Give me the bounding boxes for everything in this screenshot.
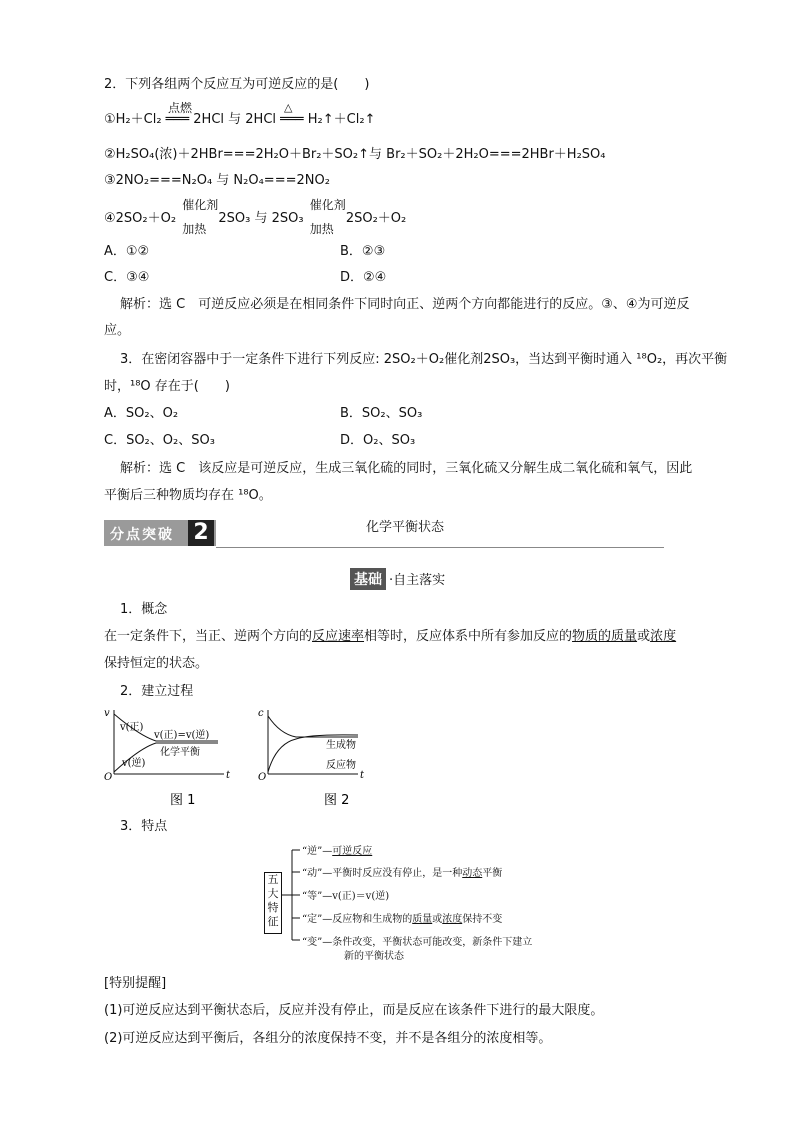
q2-choice-b: B．②③ [340, 244, 386, 259]
q2-choice-c: C．③④ [104, 270, 150, 285]
feature-value-underlined: 动态 [462, 868, 483, 879]
fig1-reverse-rate: v(逆) [122, 758, 146, 769]
fig2-x-label: t [360, 770, 365, 781]
feature-key: “定”— [302, 914, 333, 925]
tips-heading: [特别提醒] [104, 976, 167, 991]
features-box-char: 大 [267, 887, 279, 900]
feature-value: v(正)＝v(逆) [332, 891, 390, 902]
q2-option-4-left: ④2SO₂＋O₂ [104, 211, 177, 226]
q3-choice-c: C．SO₂、O₂、SO₃ [104, 433, 215, 448]
tip-1: (1)可逆反应达到平衡状态后，反应并没有停止，而是反应在该条件下进行的最大限度。 [104, 1003, 604, 1018]
q2-option-1-text: ①H₂＋Cl₂ ═══ 2HCl 与 2HCl ═══ H₂↑＋Cl₂↑ [104, 112, 376, 127]
q3-choice-b: B．SO₂、SO₃ [340, 406, 423, 421]
concept-text-c: 或 [637, 629, 651, 644]
tip-2: (2)可逆反应达到平衡后，各组分的浓度保持不变，并不是各组分的浓度相等。 [104, 1031, 552, 1046]
q2-option-1 [104, 101, 376, 129]
feature-value: 保持不变 [462, 914, 503, 925]
q2-option-4-right: 2SO₂＋O₂ [345, 211, 407, 226]
fig1-equal-rate: v(正)=v(逆) [154, 730, 210, 741]
section-title: 化学平衡状态 [366, 520, 445, 535]
q2-analysis-line-2: 应。 [104, 323, 131, 338]
q2-option-3: ③2NO₂===N₂O₄ 与 N₂O₄===2NO₂ [104, 173, 330, 188]
feature-item-continued: 新的平衡状态 [344, 951, 404, 962]
fig2-origin: O [258, 772, 267, 783]
q2-option-4 [104, 198, 407, 236]
features-box-char: 特 [267, 901, 279, 914]
section-banner [104, 520, 216, 546]
features-box-char: 五 [267, 873, 279, 886]
fig1-caption: 图 1 [170, 793, 196, 808]
q2-choice-a: A．①② [104, 244, 150, 259]
concept-text-b: 相等时，反应体系中所有参加反应的 [364, 629, 573, 644]
feature-value: 条件改变，平衡状态可能改变，新条件下建立 [332, 937, 533, 948]
process-heading: 2．建立过程 [120, 684, 194, 699]
concept-term-mass: 物质的质量 [572, 629, 638, 644]
feature-item [302, 864, 502, 879]
concept-term-concentration: 浓度 [650, 629, 677, 644]
catalyst-label: 催化剂 [182, 198, 219, 212]
features-diagram [264, 840, 584, 970]
fig2-caption: 图 2 [324, 793, 350, 808]
figure-1 [104, 708, 231, 808]
feature-item [302, 887, 389, 902]
q3-choice-d: D．O₂、SO₃ [340, 433, 416, 448]
q3-analysis-line-1: 解析：选 C 该反应是可逆反应，生成三氧化硫的同时，三氧化硫又分解生成二氧化硫和氧气，因此 [120, 461, 693, 476]
process-figures [100, 704, 400, 814]
fig1-y-label: v [104, 708, 110, 719]
ignite-condition: 点燃 [168, 101, 193, 115]
feature-item [302, 842, 372, 857]
fig1-forward-rate: v(正) [120, 722, 144, 733]
section-banner-text: 分点突破 [110, 527, 174, 543]
concept-body-line-1 [104, 628, 676, 646]
feature-key: “逆”— [302, 846, 333, 857]
feature-value: 或 [432, 914, 443, 925]
feature-value-underlined: 质量 [412, 914, 433, 925]
features-box [264, 872, 282, 934]
section-banner-number: 2 [188, 520, 214, 546]
q2-stem: 2．下列各组两个反应互为可逆反应的是( ) [104, 77, 370, 92]
section-divider [216, 547, 664, 548]
features-box-char: 征 [267, 915, 279, 928]
feature-value-underlined: 浓度 [442, 914, 463, 925]
subheader [350, 568, 445, 590]
fig1-x-label: t [226, 770, 231, 781]
features-heading: 3．特点 [120, 819, 168, 834]
q2-option-2: ②H₂SO₄(浓)＋2HBr===2H₂O＋Br₂＋SO₂↑与 Br₂＋SO₂＋2H₂O===2HBr＋H₂SO₄ [104, 147, 606, 162]
feature-value: 平衡 [482, 868, 503, 879]
catalyst-label: 催化剂 [309, 198, 346, 212]
q2-choice-d: D．②④ [340, 270, 387, 285]
fig2-reactant: 反应物 [326, 760, 356, 771]
heat-label: 加热 [309, 222, 334, 236]
feature-value: 平衡时反应没有停止，是一种 [332, 868, 463, 879]
q2-option-4-mid: 2SO₃ 与 2SO₃ [218, 211, 304, 226]
catalyst-condition-2 [308, 198, 346, 236]
concept-term-rate: 反应速率 [312, 629, 365, 644]
fig1-origin: O [104, 772, 113, 783]
feature-value: 可逆反应 [332, 846, 373, 857]
feature-item [302, 933, 532, 948]
feature-key: “变”— [302, 937, 333, 948]
feature-value: 反应物和生成物的 [332, 914, 413, 925]
q3-choice-a: A．SO₂、O₂ [104, 406, 179, 421]
feature-key: “动”— [302, 868, 333, 879]
subheader-text: ·自主落实 [389, 573, 446, 588]
catalyst-condition-1 [180, 198, 219, 236]
fig2-product: 生成物 [326, 740, 356, 751]
q3-stem-line-1: 3．在密闭容器中于一定条件下进行下列反应: 2SO₂＋O₂催化剂2SO₃，当达到平衡时通入 ¹⁸O₂，再次平衡 [120, 352, 728, 367]
figure-2 [258, 708, 365, 808]
fig2-y-label: c [258, 708, 264, 719]
concept-heading: 1．概念 [120, 602, 168, 617]
q2-analysis-line-1: 解析：选 C 可逆反应必须是在相同条件下同时向正、逆两个方向都能进行的反应。③、④为可逆反 [120, 297, 690, 312]
feature-key: “等”— [302, 891, 333, 902]
heat-label: 加热 [182, 222, 207, 236]
fig1-equilibrium: 化学平衡 [160, 747, 200, 758]
heat-condition: △ [284, 101, 293, 114]
concept-text-a: 在一定条件下，当正、逆两个方向的 [104, 629, 313, 644]
feature-item [302, 910, 502, 925]
features-bracket [282, 840, 302, 970]
q3-analysis-line-2: 平衡后三种物质均存在 ¹⁸O。 [104, 488, 272, 503]
concept-body-line-2: 保持恒定的状态。 [104, 656, 209, 671]
q3-stem-line-2: 时，¹⁸O 存在于( ) [104, 379, 230, 394]
subheader-box: 基础 [350, 568, 386, 590]
